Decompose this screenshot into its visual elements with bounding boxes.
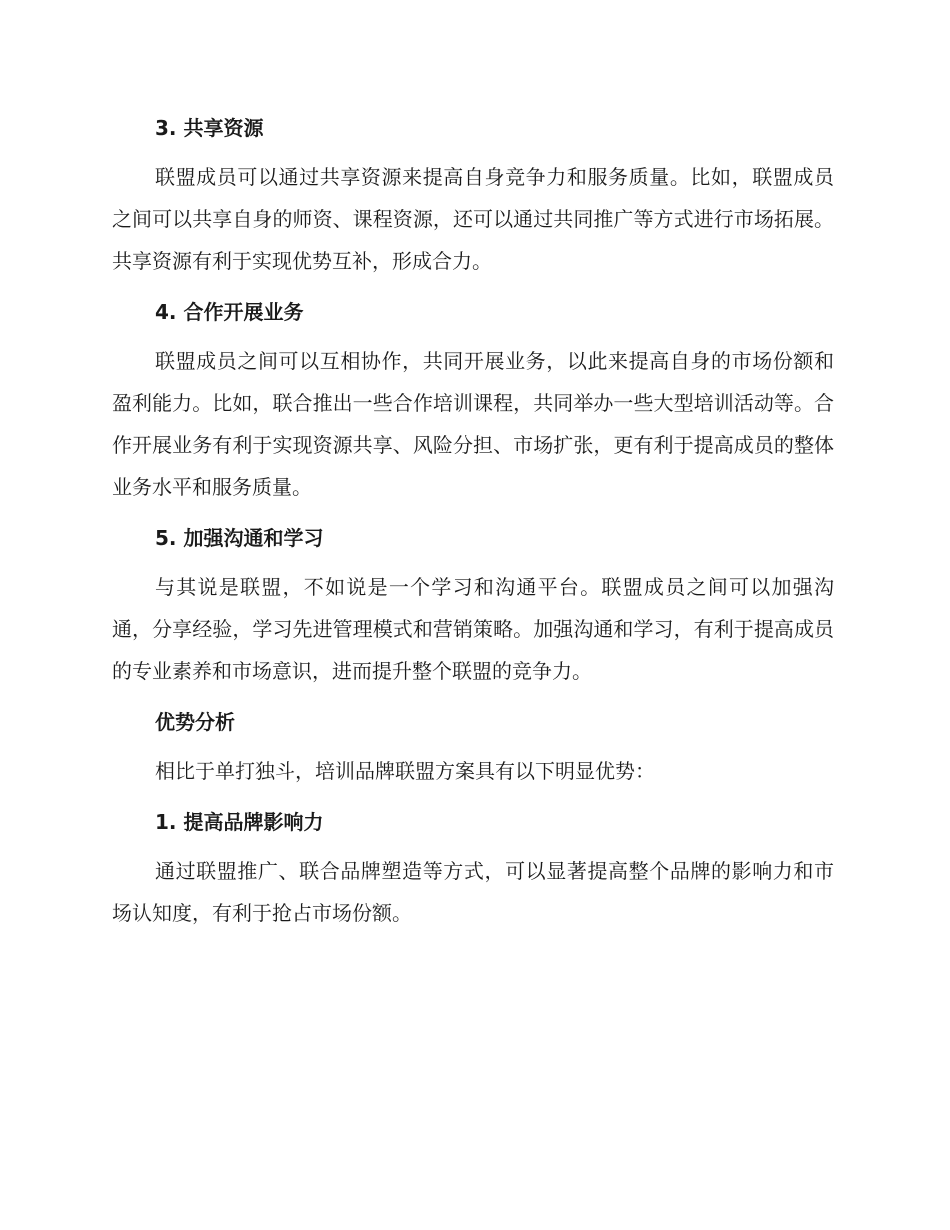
section-heading-brand-influence: 1. 提高品牌影响力 <box>155 810 324 834</box>
section-heading-cooperate-business: 4. 合作开展业务 <box>155 300 304 324</box>
section-heading-communication-learning: 5. 加强沟通和学习 <box>155 526 324 550</box>
section-heading-share-resources: 3. 共享资源 <box>155 116 264 140</box>
section-body-share-resources: 联盟成员可以通过共享资源来提高自身竞争力和服务质量。比如，联盟成员之间可以共享自身的师资、课程资源，还可以通过共同推广等方式进行市场拓展。共享资源有利于实现优势互补，形成合力。 <box>112 165 834 273</box>
document-content <box>112 108 834 934</box>
section-heading-advantage-analysis: 优势分析 <box>155 710 235 734</box>
section-body-cooperate-business: 联盟成员之间可以互相协作，共同开展业务，以此来提高自身的市场份额和盈利能力。比如，联合推出一些合作培训课程，共同举办一些大型培训活动等。合作开展业务有利于实现资源共享、风险分担、市场扩张，更有利于提高成员的整体业务水平和服务质量。 <box>112 349 834 499</box>
section-body-brand-influence: 通过联盟推广、联合品牌塑造等方式，可以显著提高整个品牌的影响力和市场认知度，有利于抢占市场份额。 <box>112 859 834 925</box>
section-body-communication-learning: 与其说是联盟，不如说是一个学习和沟通平台。联盟成员之间可以加强沟通，分享经验，学习先进管理模式和营销策略。加强沟通和学习，有利于提高成员的专业素养和市场意识，进而提升整个联盟的竞争力。 <box>112 575 834 683</box>
section-body-advantage-analysis: 相比于单打独斗，培训品牌联盟方案具有以下明显优势： <box>155 759 655 783</box>
